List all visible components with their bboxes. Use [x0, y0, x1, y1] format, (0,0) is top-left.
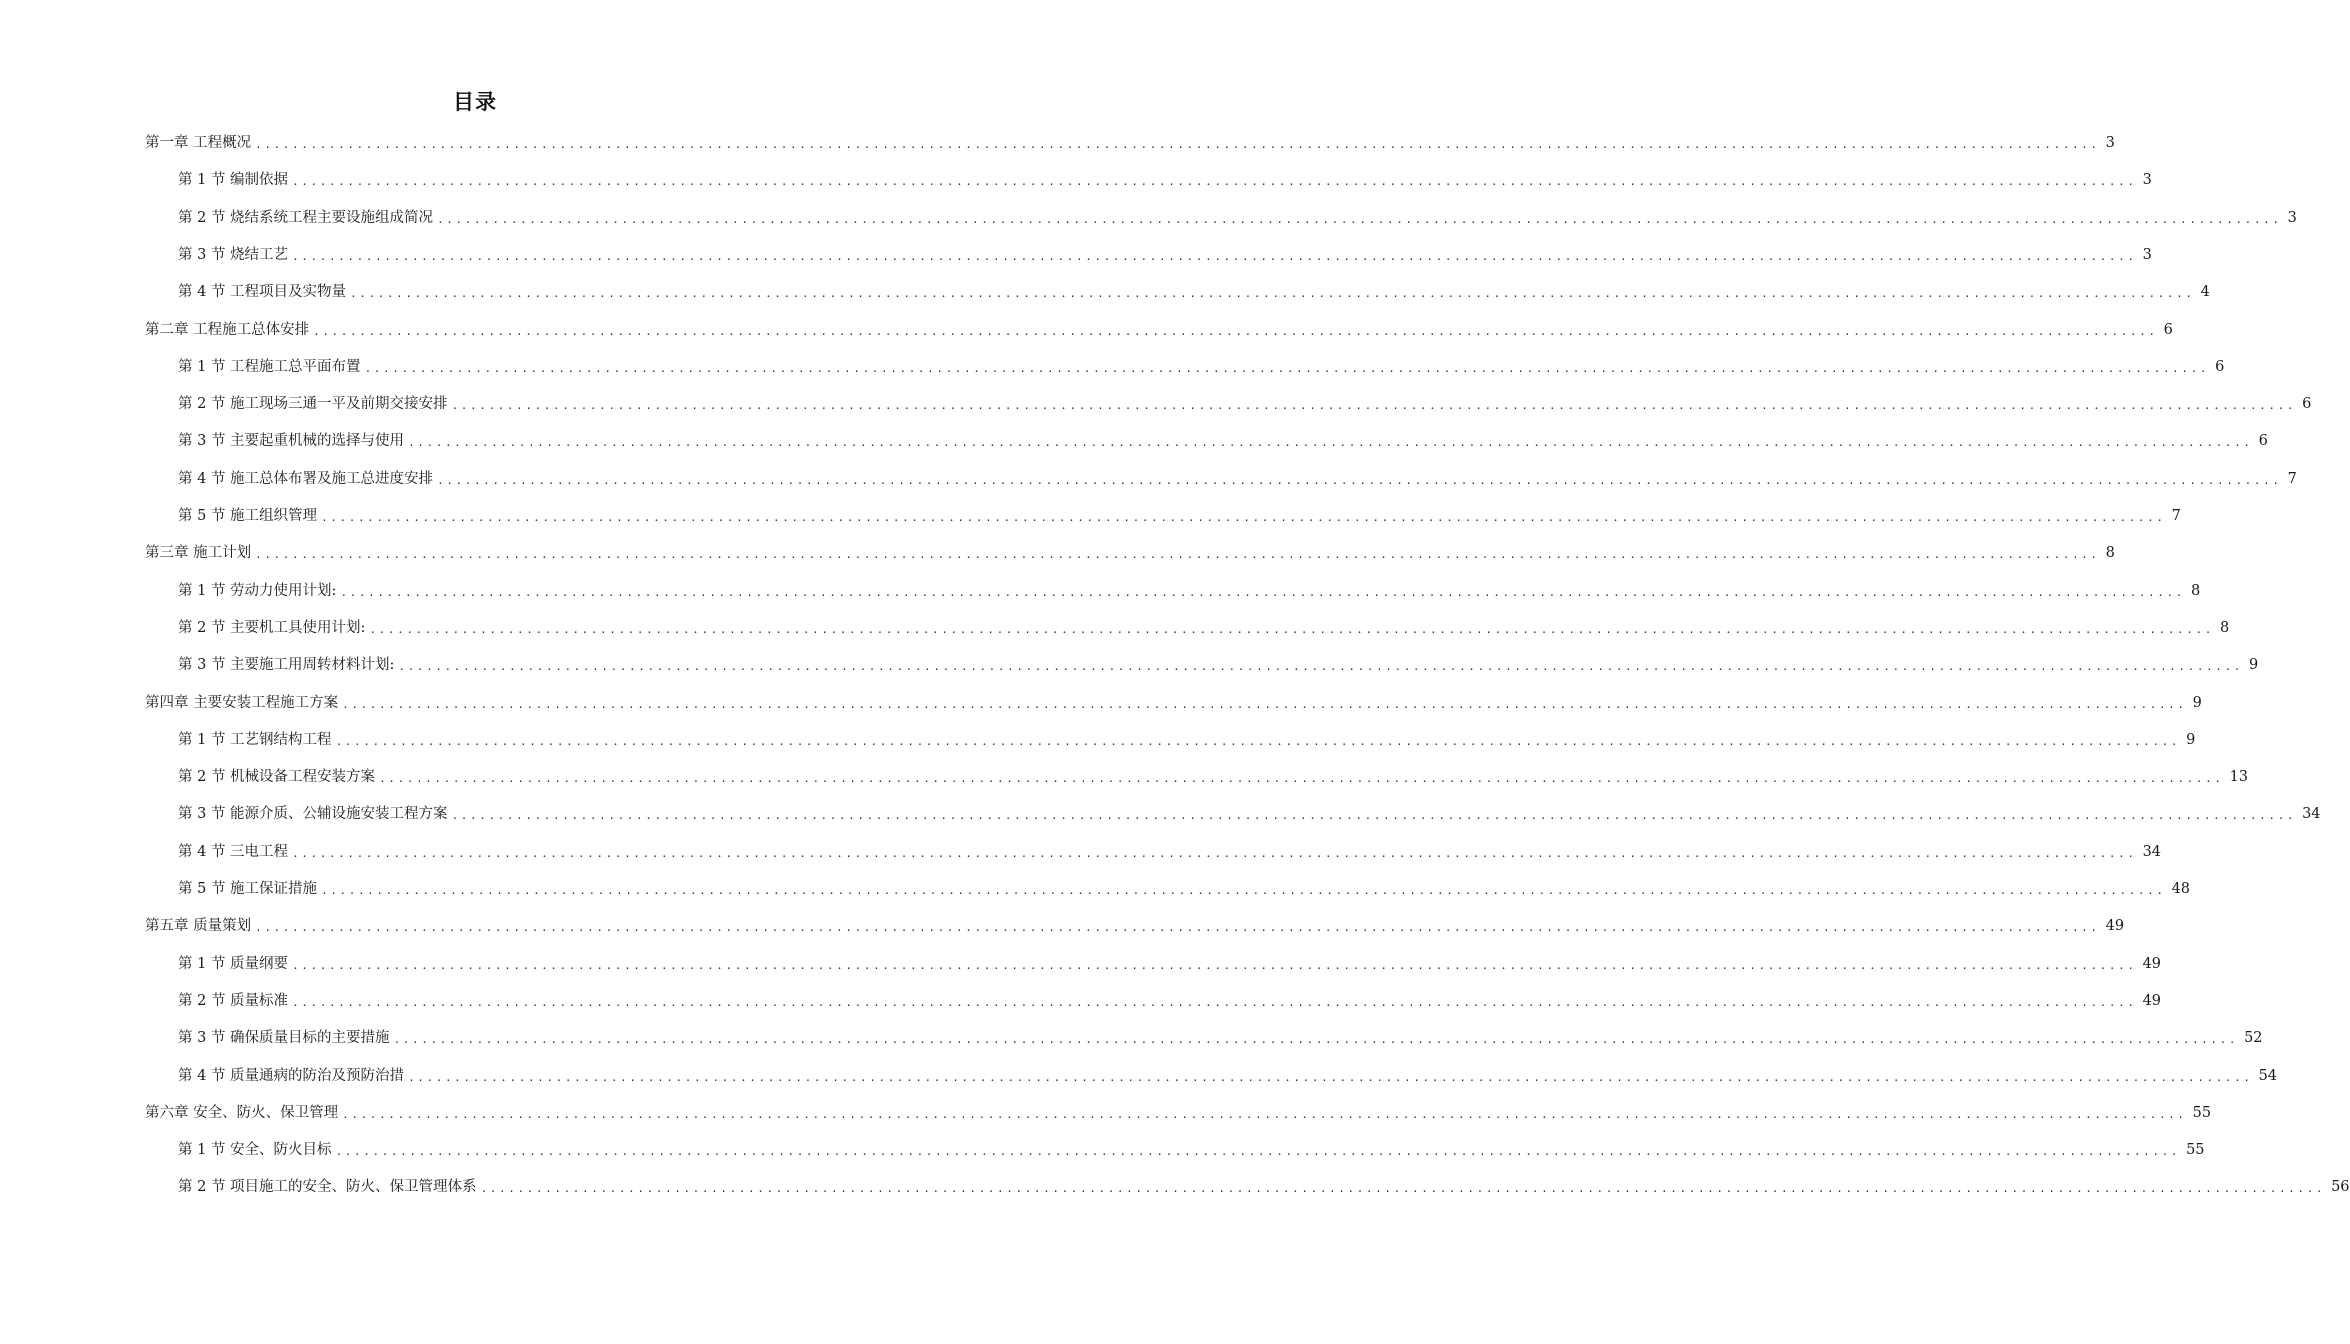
dot-leader: ........................................................................................................................................................................................................	[480, 1182, 2326, 1196]
toc-entry-label: 第 2 节 质量标准	[178, 992, 289, 1009]
toc-entry-label: 第 3 节 能源介质、公辅设施安装工程方案	[178, 806, 448, 823]
toc-entry-label: 第二章 工程施工总体安排	[145, 321, 310, 338]
toc-section-entry[interactable]	[178, 505, 2181, 527]
toc-entry-label: 第 4 节 施工总体布署及施工总进度安排	[178, 470, 434, 487]
toc-page-number: 8	[2219, 619, 2230, 636]
toc-page-number: 3	[2287, 209, 2297, 226]
toc-page-number: 55	[2186, 1142, 2205, 1159]
toc-page-number: 49	[2142, 992, 2162, 1009]
toc-page-number: 52	[2244, 1030, 2263, 1047]
toc-section-entry[interactable]	[178, 878, 2191, 900]
toc-chapter-entry[interactable]	[145, 542, 2115, 564]
toc-entry-label: 第 1 节 工程施工总平面布置	[178, 358, 361, 375]
toc-entry-label: 第 3 节 主要施工用周转材料计划:	[178, 657, 395, 674]
toc-entry-label: 第 3 节 确保质量目标的主要措施	[178, 1030, 390, 1047]
toc-page-number: 8	[2190, 582, 2201, 599]
toc-section-entry[interactable]	[178, 244, 2152, 266]
toc-entry-label: 第四章 主要安装工程施工方案	[145, 694, 339, 711]
toc-section-entry[interactable]	[178, 430, 2268, 452]
toc-entry-label: 第 1 节 工艺钢结构工程	[178, 731, 332, 748]
toc-page-number: 9	[2186, 731, 2196, 748]
toc-page-number: 7	[2171, 508, 2181, 524]
toc-entry-label: 第 1 节 质量纲要	[178, 955, 289, 972]
toc-page-number: 56	[2331, 1179, 2350, 1196]
toc-chapter-entry[interactable]	[145, 915, 2125, 937]
toc-section-entry[interactable]	[178, 841, 2162, 863]
toc-page-number: 34	[2142, 843, 2162, 860]
toc-title: 目录	[453, 90, 497, 114]
toc-entry-label: 第 2 节 机械设备工程安装方案	[178, 769, 376, 786]
toc-page-number: 4	[2200, 284, 2210, 301]
toc-entry-label: 第 2 节 施工现场三通一平及前期交接安排	[178, 396, 448, 413]
dot-leader: ........................................................................................................................................................................................................	[451, 399, 2297, 413]
toc-chapter-entry[interactable]	[145, 692, 2202, 714]
toc-section-entry[interactable]	[178, 654, 2259, 676]
dot-leader: ........................................................................................................................................................................................................	[393, 1033, 2239, 1047]
toc-page-number: 3	[2142, 246, 2152, 263]
dot-leader: ........................................................................................................................................................................................................	[292, 958, 2137, 972]
toc-section-entry[interactable]	[178, 1065, 2278, 1087]
toc-page-number: 3	[2105, 135, 2115, 151]
dot-leader: ........................................................................................................................................................................................................	[369, 622, 2214, 636]
dot-leader: ........................................................................................................................................................................................................	[398, 660, 2243, 674]
toc-section-entry[interactable]	[178, 281, 2210, 303]
dot-leader: ........................................................................................................................................................................................................	[408, 436, 2253, 450]
toc-entry-label: 第 5 节 施工保证措施	[178, 881, 318, 897]
dot-leader: ........................................................................................................................................................................................................	[292, 846, 2137, 860]
dot-leader: ........................................................................................................................................................................................................	[335, 734, 2181, 748]
toc-page-number: 6	[2258, 433, 2268, 450]
toc-section-entry[interactable]	[178, 468, 2297, 490]
toc-page-number: 6	[2163, 321, 2173, 338]
toc-page-number: 3	[2142, 172, 2152, 189]
toc-page-number: 13	[2229, 769, 2249, 786]
dot-leader: ........................................................................................................................................................................................................	[437, 212, 2282, 226]
toc-entry-label: 第 3 节 主要起重机械的选择与使用	[178, 433, 405, 450]
toc-entry-label: 第 4 节 质量通病的防治及预防治措	[178, 1067, 405, 1084]
toc-entry-label: 第 2 节 项目施工的安全、防火、保卫管理体系	[178, 1179, 477, 1196]
dot-leader: ........................................................................................................................................................................................................	[335, 1145, 2181, 1159]
toc-chapter-entry[interactable]	[145, 319, 2173, 341]
dot-leader: ........................................................................................................................................................................................................	[451, 809, 2297, 823]
dot-leader: ........................................................................................................................................................................................................	[408, 1070, 2253, 1084]
toc-section-entry[interactable]	[178, 356, 2225, 378]
dot-leader: ........................................................................................................................................................................................................	[255, 921, 2100, 935]
toc-entry-label: 第一章 工程概况	[145, 135, 252, 151]
dot-leader: ........................................................................................................................................................................................................	[313, 324, 2158, 338]
toc-section-entry[interactable]	[178, 990, 2162, 1012]
dot-leader: ........................................................................................................................................................................................................	[350, 287, 2195, 301]
dot-leader: ........................................................................................................................................................................................................	[342, 1107, 2187, 1121]
toc-entry-label: 第 1 节 劳动力使用计划:	[178, 582, 337, 599]
toc-page-number: 8	[2105, 545, 2115, 562]
toc-section-entry[interactable]	[178, 207, 2297, 229]
dot-leader: ........................................................................................................................................................................................................	[321, 511, 2166, 524]
toc-entry-label: 第 4 节 三电工程	[178, 843, 289, 860]
toc-section-entry[interactable]	[178, 1176, 2350, 1198]
dot-leader: ........................................................................................................................................................................................................	[340, 585, 2185, 599]
toc-page-number: 49	[2142, 955, 2162, 972]
toc-entry-label: 第 2 节 主要机工具使用计划:	[178, 619, 366, 636]
toc-entry-label: 第 4 节 工程项目及实物量	[178, 284, 347, 301]
dot-leader: ........................................................................................................................................................................................................	[342, 697, 2187, 711]
dot-leader: ........................................................................................................................................................................................................	[292, 995, 2137, 1009]
toc-page-number: 48	[2171, 881, 2191, 897]
toc-page-number: 7	[2287, 470, 2297, 487]
toc-page-number: 49	[2105, 918, 2125, 935]
toc-section-entry[interactable]	[178, 953, 2162, 975]
toc-section-entry[interactable]	[178, 617, 2230, 639]
toc-page-number: 54	[2258, 1067, 2278, 1084]
toc-page-number: 55	[2192, 1104, 2212, 1121]
toc-chapter-entry[interactable]	[145, 132, 2115, 154]
toc-page-number: 6	[2215, 358, 2225, 375]
toc-entry-label: 第五章 质量策划	[145, 918, 252, 935]
toc-chapter-entry[interactable]	[145, 1102, 2212, 1124]
dot-leader: ........................................................................................................................................................................................................	[255, 548, 2100, 562]
toc-section-entry[interactable]	[178, 1027, 2263, 1049]
dot-leader: ........................................................................................................................................................................................................	[292, 249, 2137, 263]
toc-section-entry[interactable]	[178, 729, 2196, 751]
toc-entry-label: 第 5 节 施工组织管理	[178, 508, 318, 524]
toc-page-number: 9	[2248, 657, 2259, 674]
toc-entry-label: 第 1 节 安全、防火目标	[178, 1142, 332, 1159]
toc-section-entry[interactable]	[178, 580, 2201, 602]
toc-entry-label: 第 1 节 编制依据	[178, 172, 289, 189]
toc-section-entry[interactable]	[178, 1139, 2205, 1161]
dot-leader: ........................................................................................................................................................................................................	[255, 138, 2100, 151]
toc-entry-label: 第六章 安全、防火、保卫管理	[145, 1104, 339, 1121]
toc-section-entry[interactable]	[178, 803, 2321, 825]
dot-leader: ........................................................................................................................................................................................................	[321, 884, 2166, 897]
dot-leader: ........................................................................................................................................................................................................	[292, 175, 2137, 189]
toc-entry-label: 第 2 节 烧结系统工程主要设施组成简况	[178, 209, 434, 226]
toc-page-number: 9	[2192, 694, 2202, 711]
dot-leader: ........................................................................................................................................................................................................	[379, 772, 2224, 786]
toc-section-entry[interactable]	[178, 393, 2312, 415]
dot-leader: ........................................................................................................................................................................................................	[364, 361, 2210, 375]
dot-leader: ........................................................................................................................................................................................................	[437, 473, 2282, 487]
toc-entry-label: 第三章 施工计划	[145, 545, 252, 562]
toc-page-number: 34	[2302, 806, 2321, 823]
toc-page-number: 6	[2302, 396, 2312, 413]
toc-section-entry[interactable]	[178, 766, 2249, 788]
toc-section-entry[interactable]	[178, 169, 2152, 191]
toc-entry-label: 第 3 节 烧结工艺	[178, 246, 289, 263]
